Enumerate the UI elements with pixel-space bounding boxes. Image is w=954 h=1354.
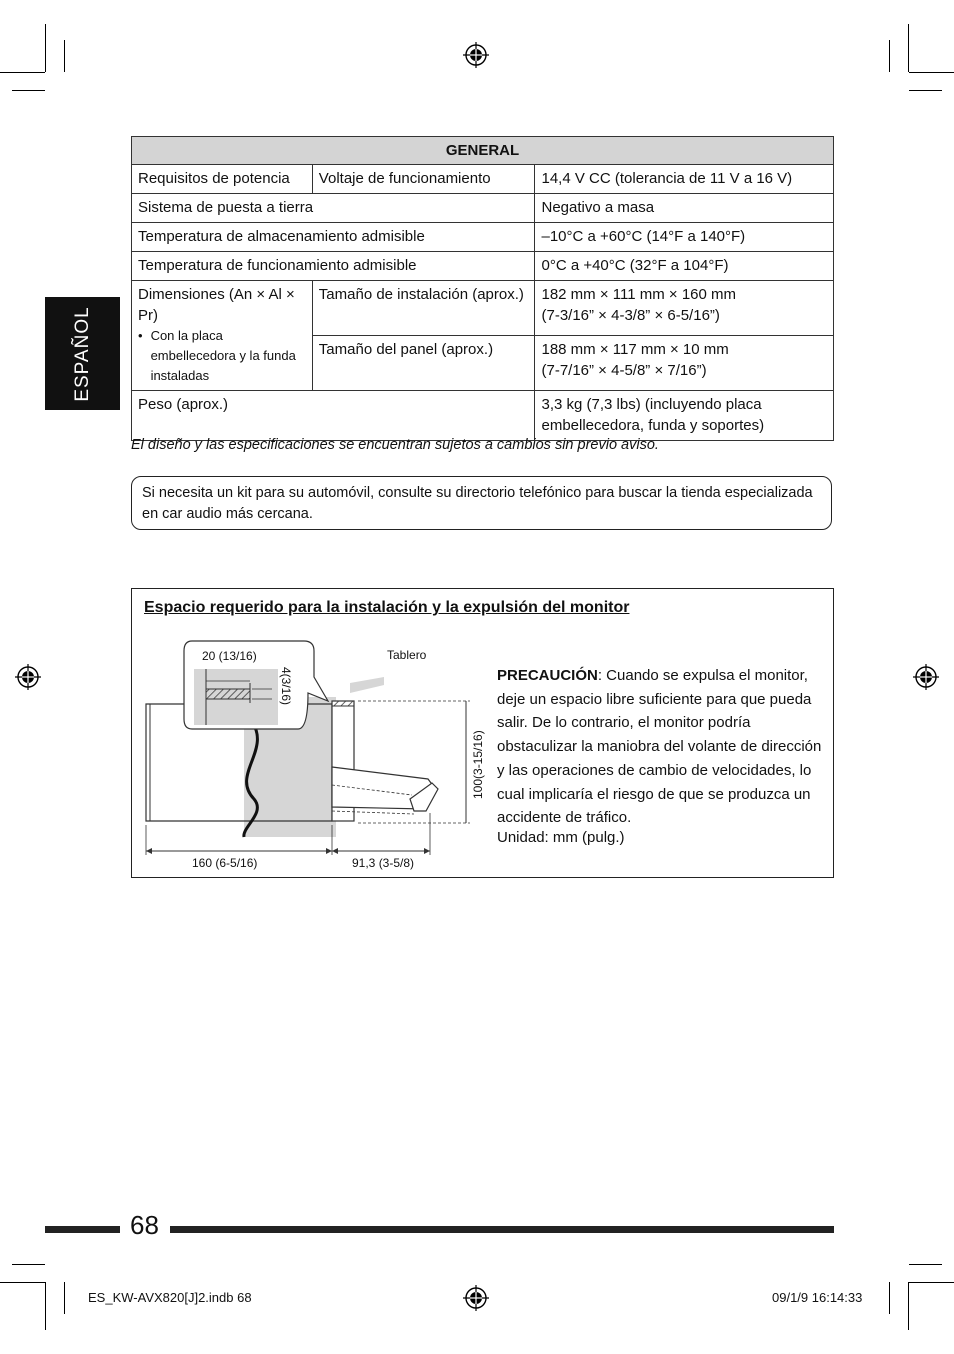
registration-mark-icon	[913, 664, 939, 690]
crop-mark	[45, 24, 46, 72]
language-label: ESPAÑOL	[71, 305, 93, 402]
table-row	[132, 252, 834, 281]
table-cell: Tamaño del panel (aprox.)	[312, 336, 535, 391]
bullet-icon: •	[138, 328, 143, 343]
disclaimer: El diseño y las especificaciones se encuentran sujetos a cambios sin previo aviso.	[131, 437, 659, 453]
footer-datetime: 09/1/9 16:14:33	[772, 1290, 863, 1305]
table-cell: 0°C a +40°C (32°F a 104°F)	[535, 252, 834, 281]
table-cell: Peso (aprox.)	[132, 391, 535, 441]
crop-mark	[908, 1282, 909, 1330]
table-header: GENERAL	[132, 137, 834, 165]
dimensions-note	[138, 326, 306, 386]
table-cell: –10°C a +60°C (14°F a 140°F)	[535, 223, 834, 252]
dashboard-pointer	[350, 677, 384, 693]
table-cell	[535, 281, 834, 336]
table-row	[132, 223, 834, 252]
table-cell: Temperatura de almacenamiento admisible	[132, 223, 535, 252]
install-size-value-inches: (7-3/16” × 4-3/8” × 6-5/16”)	[541, 307, 720, 324]
language-side-tab	[45, 297, 120, 410]
table-row	[132, 391, 834, 441]
registration-mark-icon	[15, 664, 41, 690]
info-note-text: Si necesita un kit para su automóvil, consulte su directorio telefónico para buscar la tienda especializada en car audio más cercana.	[142, 485, 813, 522]
panel-size-value-inches: (7-7/16” × 4-5/8” × 7/16”)	[541, 362, 707, 379]
table-row	[132, 194, 834, 223]
dim-top-label: 20 (13/16)	[202, 649, 257, 663]
crop-mark	[909, 1282, 954, 1283]
table-cell: 14,4 V CC (tolerancia de 11 V a 16 V)	[535, 165, 834, 194]
dim-front-label: 91,3 (3-5/8)	[352, 856, 415, 870]
caution-paragraph	[497, 664, 822, 830]
table-cell: Voltaje de funcionamiento	[312, 165, 535, 194]
installation-diagram	[132, 589, 492, 877]
unit-note: Unidad: mm (pulg.)	[497, 829, 625, 846]
table-cell: Requisitos de potencia	[132, 165, 313, 194]
dashboard-label: Tablero	[387, 648, 427, 662]
table-cell	[132, 281, 313, 391]
crop-mark	[909, 72, 954, 73]
table-cell: Sistema de puesta a tierra	[132, 194, 535, 223]
crop-mark	[12, 90, 45, 91]
table-cell	[535, 391, 834, 441]
table-row	[132, 165, 834, 194]
info-note-box	[131, 476, 832, 530]
dim-height-label: 100(3-15/16)	[471, 730, 485, 799]
crop-mark	[0, 72, 45, 73]
crop-mark	[64, 40, 65, 72]
crop-mark	[889, 1282, 890, 1314]
table-row	[132, 137, 834, 165]
dim-depth-label: 160 (6-5/16)	[192, 856, 258, 870]
specifications-table	[131, 136, 834, 441]
table-cell: Negativo a masa	[535, 194, 834, 223]
crop-mark	[45, 1282, 46, 1330]
weight-value: 3,3 kg (7,3 lbs) (incluyendo placa	[541, 396, 762, 413]
dimensions-note-text: Con la placa embellecedora y la funda instaladas	[150, 328, 296, 383]
page-number: 68	[130, 1210, 159, 1240]
caution-text: : Cuando se expulsa el monitor, deje un espacio libre suficiente para que pueda salir. De lo contrario, el monitor podría obstaculizar la maniobra del volante de dirección y las operaciones de cambio de velocidades, lo cual implicaría el riesgo de que se produzca un accidente de tráfico.	[497, 667, 822, 827]
table-row	[132, 281, 834, 336]
install-size-value: 182 mm × 111 mm × 160 mm	[541, 286, 737, 303]
crop-mark	[64, 1282, 65, 1314]
crop-mark	[12, 1264, 45, 1265]
dim-side-label: 4(3/16)	[279, 667, 293, 706]
table-cell: Tamaño de instalación (aprox.)	[312, 281, 535, 336]
registration-mark-icon	[463, 42, 489, 68]
crop-mark	[909, 1264, 942, 1265]
registration-mark-icon	[463, 1285, 489, 1311]
installation-section	[131, 588, 834, 878]
footer-rule	[170, 1226, 834, 1233]
crop-mark	[908, 24, 909, 72]
panel-size-value: 188 mm × 117 mm × 10 mm	[541, 341, 729, 358]
weight-value-cont: embellecedora, funda y soportes)	[541, 417, 765, 434]
section-title: Espacio requerido para la instalación y la expulsión del monitor	[144, 599, 630, 616]
footer-rule	[45, 1226, 120, 1233]
footer-file: ES_KW-AVX820[J]2.indb 68	[88, 1290, 252, 1305]
crop-mark	[909, 90, 942, 91]
table-cell: Temperatura de funcionamiento admisible	[132, 252, 535, 281]
caution-label: PRECAUCIÓN	[497, 667, 598, 684]
crop-mark	[889, 40, 890, 72]
crop-mark	[0, 1282, 45, 1283]
table-cell	[535, 336, 834, 391]
dimensions-label: Dimensiones (An × Al × Pr)	[138, 286, 295, 324]
